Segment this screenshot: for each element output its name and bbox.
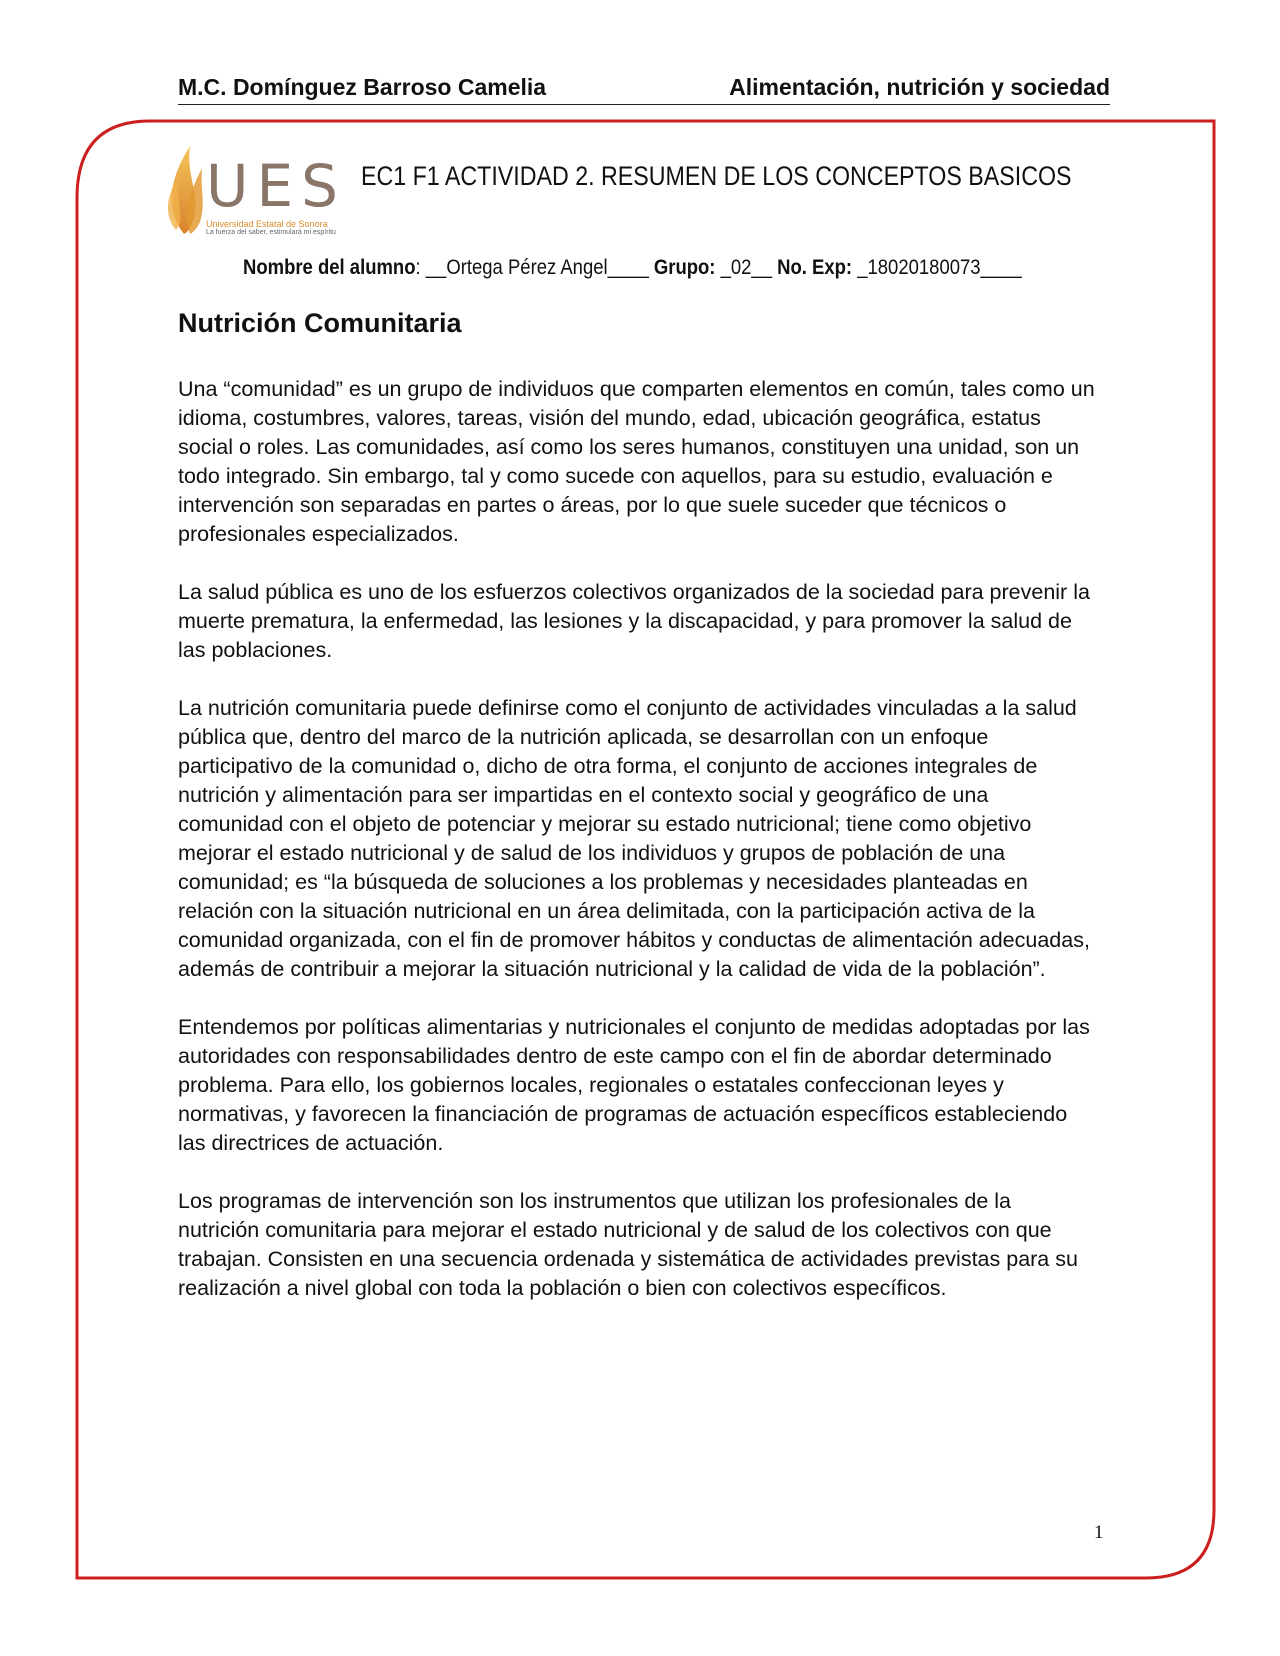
- paragraph-politicas: Entendemos por políticas alimentarias y nutricionales el conjunto de medidas adoptadas por las autoridades con responsabilidades dentro de este campo con el fin de abordar determinado problema. Para ello, los gobiernos locales, regionales o estatales confeccionan leyes y normativas, y favorecen la financiación de programas de actuación específicos estableciendo las directrices de actuación.: [178, 1015, 1090, 1155]
- page-header: [178, 74, 1110, 105]
- section-heading: Nutrición Comunitaria: [178, 308, 462, 338]
- header-course: Alimentación, nutrición y sociedad: [729, 74, 1110, 100]
- group-label: Grupo:: [653, 256, 716, 279]
- exp-label: No. Exp:: [777, 256, 853, 279]
- exp-value: _18020180073____: [852, 256, 1022, 279]
- paragraph-nutricion-comunitaria: La nutrición comunitaria puede definirse como el conjunto de actividades vinculadas a la salud pública que, dentro del marco de la nutrición aplicada, se desarrollan con un enfoque participativo de la comunidad o, dicho de otra forma, el conjunto de acciones integrales de nutrición y alimentación para ser impartidas en el contexto social y geográfico de una comunidad con el objeto de potenciar y mejorar su estado nutricional; tiene como objetivo mejorar el estado nutricional y de salud de los individuos y grupos de población de una comunidad; es “la búsqueda de soluciones a los problemas y necesidades planteadas en relación con la situación nutricional en un área delimitada, con la participación activa de la comunidad organizada, con el fin de promover hábitos y conductas de alimentación adecuadas, además de contribuir a mejorar la situación nutricional y la calidad de vida de la población”.: [178, 696, 1090, 981]
- main-content: [178, 308, 1098, 1332]
- paragraph-salud-publica: La salud pública es uno de los esfuerzos colectivos organizados de la sociedad para prevenir la muerte prematura, la enfermedad, las lesiones y la discapacidad, y para promover la salud de las poblaciones.: [178, 580, 1090, 662]
- logo-motto: La fuerza del saber, estimulará mi espíritu: [206, 229, 336, 236]
- group-value: _02__: [715, 256, 772, 279]
- paragraph-comunidad: Una “comunidad” es un grupo de individuos que comparten elementos en común, tales como un idioma, costumbres, valores, tareas, visión del mundo, edad, ubicación geográfica, estatus social o roles. Las comunidades, así como los seres humanos, constituyen una unidad, son un todo integrado. Sin embargo, tal y como sucede con aquellos, para su estudio, evaluación e intervención son separadas en partes o áreas, por lo que suele suceder que técnicos o profesionales especializados.: [178, 377, 1095, 546]
- header-author: M.C. Domínguez Barroso Camelia: [178, 74, 547, 100]
- page-number: 1: [1094, 1522, 1104, 1543]
- paragraph-programas: Los programas de intervención son los instrumentos que utilizan los profesionales de la nutrición comunitaria para mejorar el estado nutricional y de salud de los colectivos con que trabajan. Consisten en una secuencia ordenada y sistemática de actividades previstas para su realización a nivel global con toda la población o bien con colectivos específicos.: [178, 1189, 1078, 1300]
- student-name-value: : __Ortega Pérez Angel____: [415, 256, 649, 279]
- student-name-label: Nombre del alumno: [243, 256, 416, 279]
- logo-wordmark: UES: [206, 152, 346, 220]
- student-info: [243, 256, 1022, 280]
- document-title: EC1 F1 ACTIVIDAD 2. RESUMEN DE LOS CONCEPTOS BASICOS: [361, 161, 1072, 191]
- logo-university-name: Universidad Estatal de Sonora: [206, 219, 328, 229]
